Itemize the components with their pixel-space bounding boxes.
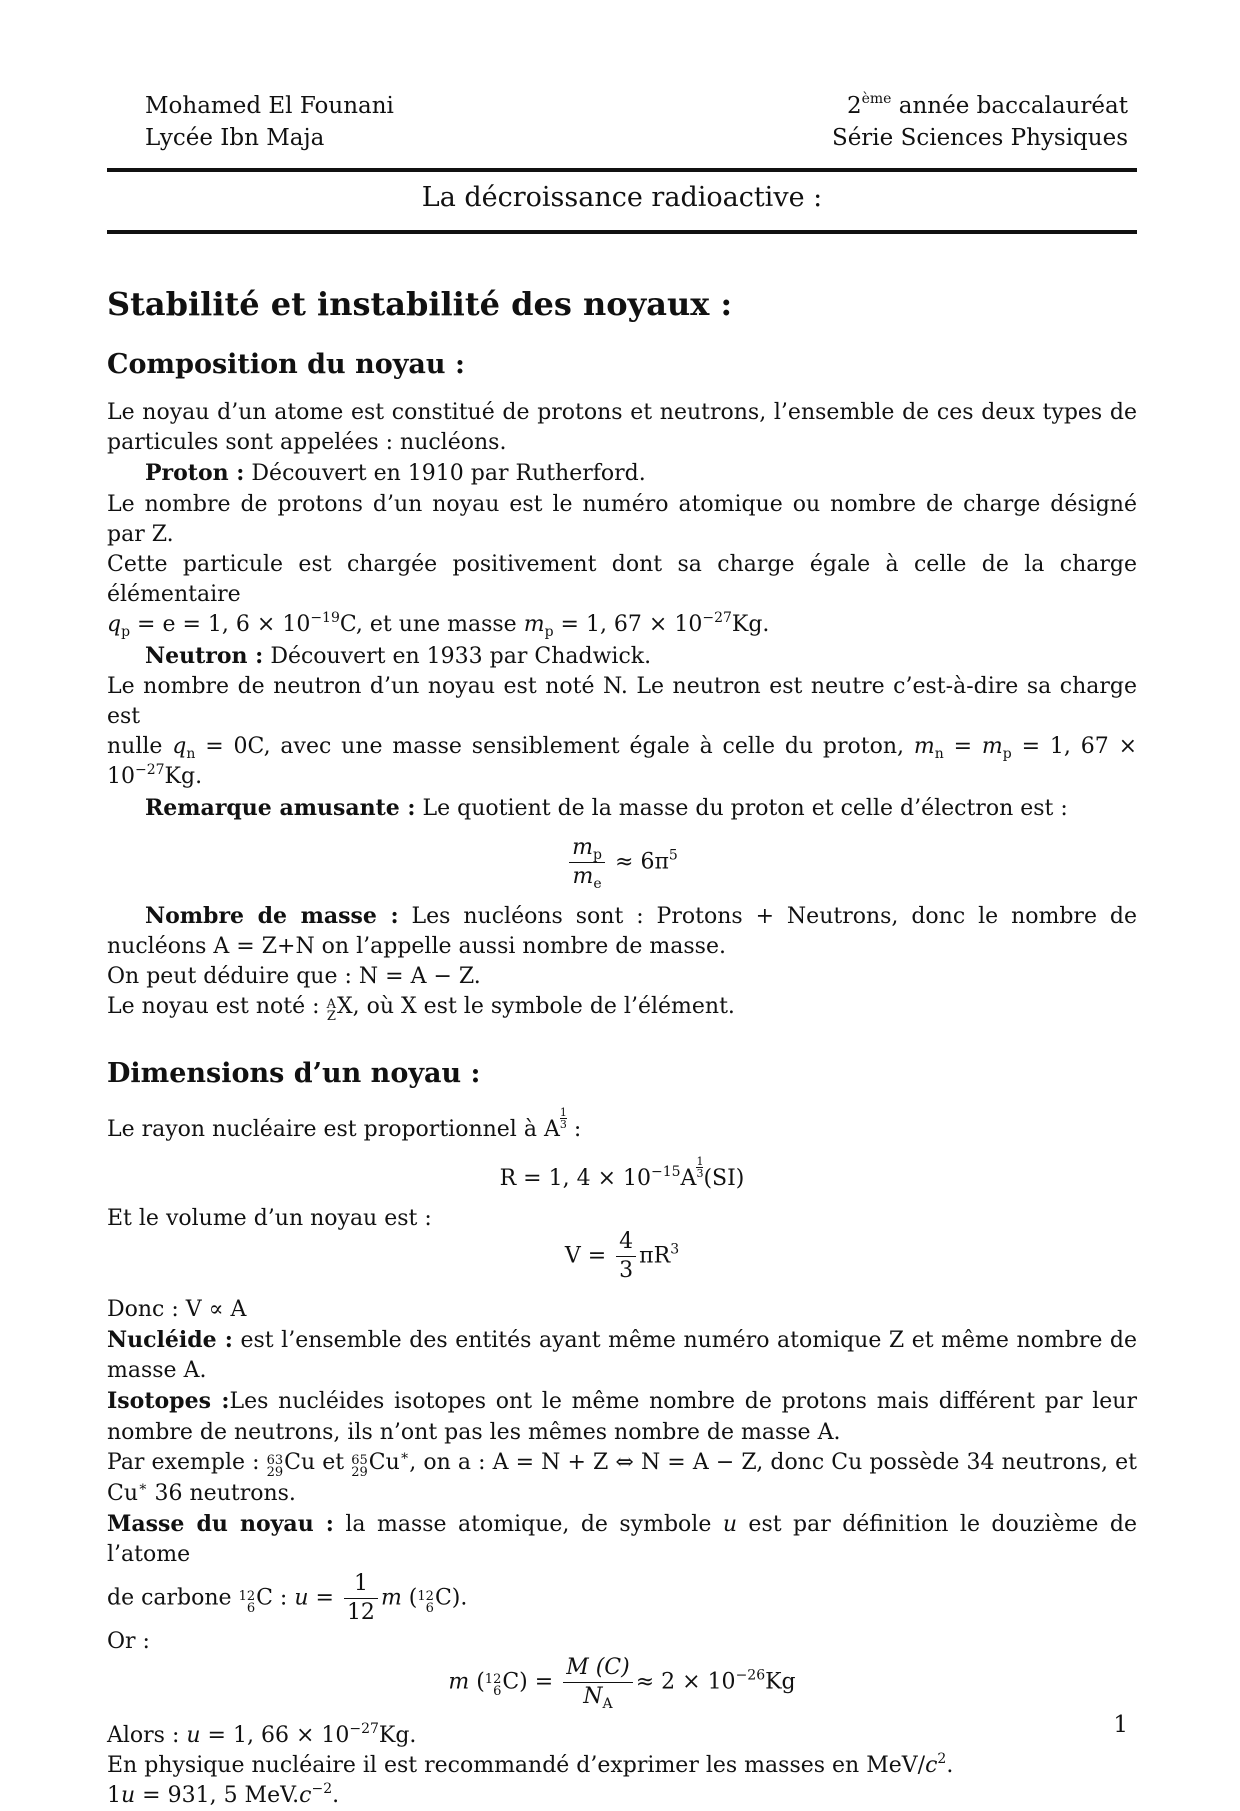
- one-twelfth-fraction: $\frac{1}{12}$: [344, 1570, 378, 1627]
- remark-line: Remarque amusante : Le quotient de la masse du proton et celle d’électron est :: [145, 794, 1068, 821]
- one-third-exponent: $\frac{1}{3}$: [696, 1154, 704, 1180]
- cu63-notation: 63 29: [266, 1452, 284, 1480]
- composition-intro: Le noyau d’un atome est constitué de protons et neutrons, l’ensemble de ces deux types de particules sont appelées : nucléons.: [107, 400, 1137, 456]
- school-name: Lycée Ibn Maja: [145, 125, 325, 151]
- notation-line: Le noyau est noté : A Z X, où X est le symbole de l’élément.: [107, 994, 735, 1025]
- subsection-title-composition: Composition du noyau :: [107, 349, 465, 380]
- proton-line-1: Le nombre de protons d’un noyau est le numéro atomique ou nombre de charge désigné par Z.: [107, 491, 1137, 547]
- series-label: Série Sciences Physiques: [831, 125, 1128, 151]
- section-title: Stabilité et instabilité des noyaux :: [107, 285, 733, 323]
- radius-intro: Le rayon nucléaire est proportionnel à A $\frac{1}{3}$ :: [107, 1106, 582, 1143]
- neutron-heading: Neutron : Découvert en 1933 par Chadwick.: [145, 642, 652, 669]
- neutron-line-2: nulle $q_n = 0C$, avec une masse sensiblement égale à celle du proton, $m_n = m_p = 1$, $67 \times 10^{-27}Kg$.: [107, 734, 1138, 790]
- proton-line-2: Cette particule est chargée positivement dont sa charge égale à celle de la charge élémentaire: [107, 552, 1137, 608]
- header-right: [832, 90, 1128, 154]
- nucleide-definition: Nucléide : est l’ensemble des entités ayant même numéro atomique Z et même nombre de masse A.: [107, 1327, 1137, 1384]
- document-title: La décroissance radioactive :: [421, 182, 823, 213]
- subsection-title-dimensions: Dimensions d’un noyau :: [107, 1058, 481, 1090]
- radius-equation: R = 1, $4 \times 10^{-15}A$ $\frac{1}{3}$ (SI): [499, 1154, 745, 1191]
- proton-charge-mass: $q_p = e = 1$, $6 \times 10^{-19}C$, et une masse $m_p = 1$, $67 \times 10^{-27}Kg$.: [107, 610, 770, 641]
- carbon-mass-equation: m ( 12 6 C) = $\frac{M (C)}{N_A}$ ≈ $2 \times 10^{-26}Kg$: [448, 1654, 796, 1712]
- c12-notation: 12 6: [484, 1672, 502, 1700]
- page-number: 1: [1113, 1712, 1128, 1738]
- cu65-notation: 65 29: [351, 1452, 368, 1480]
- nuclide-notation: A Z: [326, 997, 336, 1025]
- mass-number-paragraph: Nombre de masse : Les nucléons sont : Protons + Neutrons, donc le nombre de nucléons A = Z+N on l’appelle aussi nombre de masse.: [107, 902, 1137, 960]
- isotopes-definition: Isotopes :Les nucléides isotopes ont le même nombre de protons mais différent par leur nombre de neutrons, ils n’ont pas les mêmes nombre de masse A.: [107, 1388, 1137, 1445]
- molar-mass-fraction: $\frac{M (C)}{N_A}$: [563, 1654, 633, 1711]
- conversion-line: 1u = 931, 5 $MeV.c^{-2}$.: [107, 1781, 340, 1809]
- or-line: Or :: [107, 1629, 150, 1655]
- mass-definition: Masse du noyau : la masse atomique, de symbole u est par définition le douzième de l’atome: [107, 1511, 1138, 1568]
- volume-equation: V = $\frac{4}{3}$ $\pi R^3$: [564, 1228, 680, 1283]
- mass-ratio-fraction: $\frac{m_p}{m_e}$: [569, 834, 605, 891]
- proton-heading: Proton : Découvert en 1910 par Rutherford.: [145, 460, 646, 487]
- c12-notation: 12 6: [417, 1588, 434, 1616]
- copper-example: Par exemple : 63 29 Cu et 65 29 Cu∗, on a : A = N + Z ⇔ N = A − Z, donc Cu possède 34 neutrons, et Cu∗ 36 neutrons.: [107, 1447, 1137, 1506]
- c12-notation: 12 6: [238, 1588, 256, 1616]
- level-label: 2ème année baccalauréat: [846, 91, 1128, 119]
- four-thirds-fraction: $\frac{4}{3}$: [616, 1228, 636, 1285]
- u-value-line: Alors : u = 1, $66 \times 10^{-27}Kg$.: [107, 1720, 417, 1748]
- volume-intro: Et le volume d’un noyau est :: [107, 1205, 432, 1231]
- mass-ratio-equation: $\frac{m_p}{m_e}$ ≈ $6\pi^5$: [107, 834, 1137, 891]
- neutron-line-1: Le nombre de neutron d’un noyau est noté N. Le neutron est neutre c’est-à-dire sa charge est: [107, 673, 1137, 730]
- carbon-definition: de carbone 12 6 C : u = $\frac{1}{12}$ m ( 12 6 C).: [107, 1571, 468, 1626]
- header-left: [145, 90, 394, 154]
- header-rule-bottom: [107, 230, 1137, 234]
- author-name: Mohamed El Founani: [145, 93, 394, 119]
- header-rule-top: [107, 168, 1137, 172]
- document-body: [107, 280, 1137, 1811]
- deduction-line: On peut déduire que : N = A − Z.: [107, 964, 481, 990]
- mev-recommendation: En physique nucléaire il est recommandé d’exprimer les masses en MeV/$c^2$.: [107, 1750, 954, 1778]
- one-third-exponent: $\frac{1}{3}$: [559, 1106, 567, 1132]
- proportional-line: Donc : V ∝ A: [107, 1296, 247, 1322]
